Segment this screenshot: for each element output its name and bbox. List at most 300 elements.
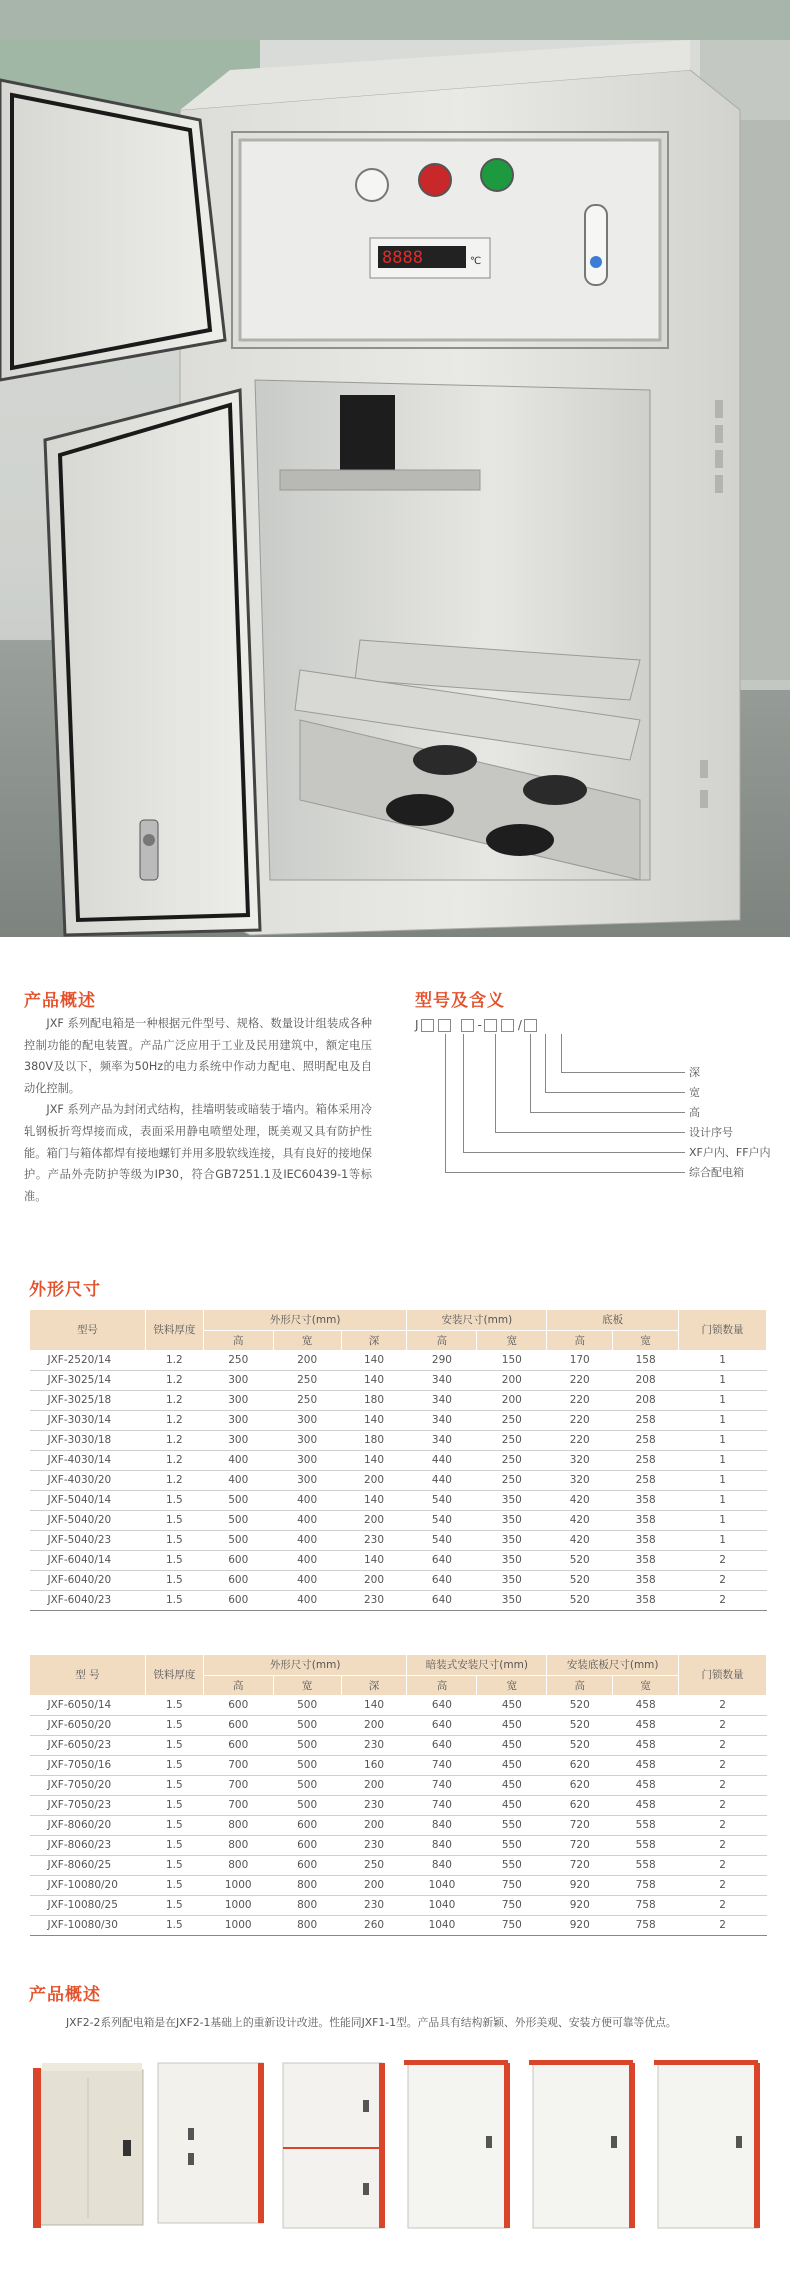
table-cell: 600 [273, 1855, 341, 1875]
table-cell: 640 [407, 1735, 477, 1755]
table-cell: 300 [273, 1450, 341, 1470]
table-cell: 1040 [407, 1875, 477, 1895]
table-cell: 1.5 [145, 1550, 203, 1570]
table-cell: 1.5 [145, 1895, 203, 1915]
table-row [30, 1775, 767, 1795]
table-cell: 358 [613, 1590, 679, 1610]
table-cell: 920 [547, 1895, 613, 1915]
col-locks: 门锁数量 [679, 1655, 767, 1695]
svg-text:8888: 8888 [382, 248, 423, 268]
model-title: 型号及含义 [415, 991, 505, 1011]
table-row [30, 1410, 767, 1430]
col-d: 深 [341, 1675, 407, 1695]
table-cell: 758 [613, 1915, 679, 1935]
table-cell: 358 [613, 1510, 679, 1530]
table-cell: 440 [407, 1450, 477, 1470]
table-cell: 420 [547, 1530, 613, 1550]
table-cell: 400 [203, 1450, 273, 1470]
table-cell: 340 [407, 1390, 477, 1410]
table-row [30, 1755, 767, 1775]
table-cell: 520 [547, 1695, 613, 1715]
table-cell: 750 [477, 1875, 547, 1895]
table-cell: 450 [477, 1775, 547, 1795]
model-cell: JXF-6050/20 [30, 1715, 146, 1735]
table-cell: 350 [477, 1490, 547, 1510]
model-cell: JXF-10080/25 [30, 1895, 146, 1915]
table-cell: 458 [613, 1695, 679, 1715]
table-row [30, 1510, 767, 1530]
col-model: 型 号 [30, 1655, 146, 1695]
table-cell: 208 [613, 1370, 679, 1390]
table-cell: 250 [477, 1470, 547, 1490]
col-h: 高 [547, 1675, 613, 1695]
table-cell: 340 [407, 1370, 477, 1390]
table-cell: 450 [477, 1795, 547, 1815]
col-base: 底板 [547, 1310, 679, 1330]
table-cell: 1 [679, 1370, 767, 1390]
table-cell: 1.2 [145, 1410, 203, 1430]
table-cell: 1.2 [145, 1370, 203, 1390]
table-cell: 640 [407, 1590, 477, 1610]
table-cell: 840 [407, 1815, 477, 1835]
model-cell: JXF-4030/14 [30, 1450, 146, 1470]
table-cell: 800 [273, 1915, 341, 1935]
model-cell: JXF-7050/23 [30, 1795, 146, 1815]
table-cell: 2 [679, 1755, 767, 1775]
table-cell: 1.5 [145, 1875, 203, 1895]
table-cell: 2 [679, 1875, 767, 1895]
leader-line [463, 1152, 685, 1153]
leader-line [445, 1172, 685, 1173]
table-cell: 200 [341, 1470, 407, 1490]
col-thickness: 铁料厚度 [145, 1310, 203, 1350]
table-row [30, 1430, 767, 1450]
table-cell: 800 [203, 1815, 273, 1835]
table-cell: 2 [679, 1815, 767, 1835]
table-cell: 250 [477, 1450, 547, 1470]
table-cell: 290 [407, 1350, 477, 1370]
table-cell: 500 [203, 1530, 273, 1550]
table-cell: 1.5 [145, 1835, 203, 1855]
col-install: 暗装式安装尺寸(mm) [407, 1655, 547, 1675]
table-cell: 250 [477, 1410, 547, 1430]
table-cell: 140 [341, 1550, 407, 1570]
col-w: 宽 [477, 1330, 547, 1350]
table-cell: 600 [203, 1735, 273, 1755]
table-cell: 250 [341, 1855, 407, 1875]
table-cell: 180 [341, 1430, 407, 1450]
table-cell: 250 [477, 1430, 547, 1450]
table-row [30, 1530, 767, 1550]
table-cell: 140 [341, 1350, 407, 1370]
model-cell: JXF-8060/25 [30, 1855, 146, 1875]
table-cell: 350 [477, 1510, 547, 1530]
table-cell: 558 [613, 1815, 679, 1835]
table-row [30, 1390, 767, 1410]
table-cell: 458 [613, 1795, 679, 1815]
table-cell: 1 [679, 1410, 767, 1430]
table-cell: 2 [679, 1695, 767, 1715]
model-cell: JXF-5040/20 [30, 1510, 146, 1530]
table-row [30, 1915, 767, 1935]
table-cell: 220 [547, 1430, 613, 1450]
table-cell: 200 [341, 1570, 407, 1590]
code-box [484, 1019, 497, 1032]
table-cell: 140 [341, 1490, 407, 1510]
table-cell: 420 [547, 1490, 613, 1510]
table-cell: 1.2 [145, 1430, 203, 1450]
leader-line [561, 1072, 685, 1073]
table-cell: 758 [613, 1875, 679, 1895]
col-w: 宽 [613, 1675, 679, 1695]
table-cell: 520 [547, 1570, 613, 1590]
table-cell: 2 [679, 1795, 767, 1815]
table-cell: 1.5 [145, 1755, 203, 1775]
legend-design-number: 设计序号 [689, 1126, 733, 1139]
table-cell: 2 [679, 1735, 767, 1755]
table-cell: 220 [547, 1390, 613, 1410]
table-cell: 140 [341, 1410, 407, 1430]
table-cell: 520 [547, 1715, 613, 1735]
table-cell: 500 [203, 1510, 273, 1530]
model-cell: JXF-6050/14 [30, 1695, 146, 1715]
table-cell: 258 [613, 1450, 679, 1470]
table-cell: 800 [273, 1895, 341, 1915]
table-cell: 260 [341, 1915, 407, 1935]
col-model: 型号 [30, 1310, 146, 1350]
table-cell: 1 [679, 1510, 767, 1530]
model-code-prefix: J [415, 1018, 419, 1032]
table-cell: 740 [407, 1795, 477, 1815]
leader-line [495, 1132, 685, 1133]
legend-indoor-type: XF户内、FF户内 [689, 1146, 771, 1159]
table-cell: 250 [273, 1390, 341, 1410]
col-h: 高 [203, 1675, 273, 1695]
table-row [30, 1450, 767, 1470]
table-row [30, 1795, 767, 1815]
table-cell: 220 [547, 1410, 613, 1430]
table-cell: 200 [341, 1775, 407, 1795]
model-cell: JXF-3030/18 [30, 1430, 146, 1450]
table-cell: 620 [547, 1775, 613, 1795]
model-cell: JXF-4030/20 [30, 1470, 146, 1490]
table-cell: 800 [203, 1835, 273, 1855]
table-cell: 920 [547, 1875, 613, 1895]
table-cell: 300 [273, 1410, 341, 1430]
table-cell: 1.5 [145, 1775, 203, 1795]
table-cell: 600 [203, 1550, 273, 1570]
table-cell: 300 [273, 1470, 341, 1490]
model-cell: JXF-5040/23 [30, 1530, 146, 1550]
table-cell: 2 [679, 1855, 767, 1875]
table-cell: 600 [203, 1695, 273, 1715]
table-cell: 208 [613, 1390, 679, 1410]
table-cell: 1000 [203, 1875, 273, 1895]
dimensions-table-1 [29, 1310, 767, 1611]
table-cell: 840 [407, 1835, 477, 1855]
table-cell: 700 [203, 1755, 273, 1775]
table-cell: 1.5 [145, 1795, 203, 1815]
table-cell: 1.2 [145, 1390, 203, 1410]
col-h: 高 [203, 1330, 273, 1350]
table-cell: 400 [273, 1550, 341, 1570]
table-cell: 1.5 [145, 1590, 203, 1610]
leader-line [545, 1034, 546, 1092]
table-cell: 1.2 [145, 1470, 203, 1490]
table-cell: 200 [341, 1875, 407, 1895]
table-cell: 620 [547, 1795, 613, 1815]
table-cell: 500 [273, 1735, 341, 1755]
code-box [524, 1019, 537, 1032]
col-w: 宽 [273, 1675, 341, 1695]
table-cell: 220 [547, 1370, 613, 1390]
table-cell: 2 [679, 1915, 767, 1935]
model-code [415, 1018, 539, 1032]
code-box [438, 1019, 451, 1032]
table-cell: 758 [613, 1895, 679, 1915]
table-cell: 180 [341, 1390, 407, 1410]
table-cell: 258 [613, 1430, 679, 1450]
table-cell: 1000 [203, 1895, 273, 1915]
table-cell: 450 [477, 1715, 547, 1735]
leader-line [495, 1034, 496, 1132]
table-cell: 1.5 [145, 1695, 203, 1715]
model-cell: JXF-6040/14 [30, 1550, 146, 1570]
table-1-body [30, 1350, 767, 1610]
table-cell: 200 [341, 1815, 407, 1835]
table-cell: 250 [273, 1370, 341, 1390]
table-cell: 230 [341, 1795, 407, 1815]
table-cell: 1.5 [145, 1815, 203, 1835]
table-cell: 230 [341, 1735, 407, 1755]
model-cell: JXF-3025/18 [30, 1390, 146, 1410]
table-cell: 1.5 [145, 1510, 203, 1530]
table-cell: 1.5 [145, 1715, 203, 1735]
table-cell: 400 [273, 1590, 341, 1610]
dimensions-title: 外形尺寸 [29, 1280, 101, 1300]
table-cell: 440 [407, 1470, 477, 1490]
model-cell: JXF-8060/23 [30, 1835, 146, 1855]
table-cell: 350 [477, 1550, 547, 1570]
table-cell: 358 [613, 1550, 679, 1570]
table-cell: 300 [273, 1430, 341, 1450]
table-cell: 250 [203, 1350, 273, 1370]
table-cell: 520 [547, 1550, 613, 1570]
table-cell: 1 [679, 1450, 767, 1470]
table-2-body [30, 1695, 767, 1935]
table-cell: 520 [547, 1590, 613, 1610]
model-cell: JXF-7050/16 [30, 1755, 146, 1775]
table-cell: 840 [407, 1855, 477, 1875]
table-cell: 550 [477, 1855, 547, 1875]
hero-cabinet-photo [0, 0, 790, 937]
legend-depth: 深 [689, 1066, 700, 1079]
table-cell: 420 [547, 1510, 613, 1530]
table-cell: 500 [203, 1490, 273, 1510]
col-w: 宽 [477, 1675, 547, 1695]
table-row [30, 1490, 767, 1510]
table-cell: 450 [477, 1695, 547, 1715]
table-cell: 258 [613, 1410, 679, 1430]
table-row [30, 1835, 767, 1855]
col-w: 宽 [273, 1330, 341, 1350]
table-cell: 558 [613, 1835, 679, 1855]
table-cell: 230 [341, 1590, 407, 1610]
table-cell: 358 [613, 1530, 679, 1550]
table-cell: 750 [477, 1915, 547, 1935]
table-cell: 300 [203, 1370, 273, 1390]
col-h: 高 [407, 1675, 477, 1695]
table-cell: 640 [407, 1550, 477, 1570]
table-cell: 2 [679, 1775, 767, 1795]
table-cell: 358 [613, 1570, 679, 1590]
table-row [30, 1875, 767, 1895]
model-cell: JXF-8060/20 [30, 1815, 146, 1835]
table-cell: 1.5 [145, 1570, 203, 1590]
table-cell: 230 [341, 1895, 407, 1915]
table-cell: 2 [679, 1590, 767, 1610]
table-cell: 1000 [203, 1915, 273, 1935]
table-cell: 1.5 [145, 1530, 203, 1550]
table-cell: 140 [341, 1695, 407, 1715]
cabinet-image-4 [404, 2060, 510, 2228]
overview2-body: JXF2-2系列配电箱是在JXF2-1基础上的重新设计改进。性能同JXF1-1型。产品具有结构新颖、外形美观、安装方便可靠等优点。 [66, 2016, 677, 2029]
display-unit: ℃ [470, 256, 482, 267]
leader-line [463, 1034, 464, 1152]
model-cell: JXF-3025/14 [30, 1370, 146, 1390]
table-cell: 700 [203, 1775, 273, 1795]
table-cell: 920 [547, 1915, 613, 1935]
table-cell: 640 [407, 1695, 477, 1715]
table-cell: 300 [203, 1430, 273, 1450]
table-cell: 1 [679, 1390, 767, 1410]
table-cell: 320 [547, 1470, 613, 1490]
table-cell: 230 [341, 1835, 407, 1855]
cabinet-image-6 [654, 2060, 760, 2228]
table-cell: 1040 [407, 1895, 477, 1915]
table-cell: 2 [679, 1570, 767, 1590]
model-cell: JXF-3030/14 [30, 1410, 146, 1430]
table-cell: 600 [203, 1590, 273, 1610]
table-cell: 340 [407, 1430, 477, 1450]
table-cell: 550 [477, 1815, 547, 1835]
table-cell: 540 [407, 1510, 477, 1530]
table-cell: 600 [273, 1815, 341, 1835]
table-cell: 258 [613, 1470, 679, 1490]
table-cell: 400 [273, 1490, 341, 1510]
table-row [30, 1470, 767, 1490]
overview-title: 产品概述 [24, 991, 96, 1011]
table-cell: 158 [613, 1350, 679, 1370]
table-cell: 500 [273, 1695, 341, 1715]
table-row [30, 1590, 767, 1610]
table-cell: 200 [477, 1370, 547, 1390]
table-row [30, 1570, 767, 1590]
table-cell: 200 [341, 1510, 407, 1530]
table-cell: 1 [679, 1530, 767, 1550]
col-outer: 外形尺寸(mm) [203, 1655, 407, 1675]
table-cell: 620 [547, 1755, 613, 1775]
table-cell: 640 [407, 1570, 477, 1590]
table-cell: 558 [613, 1855, 679, 1875]
cabinet-image-5 [529, 2060, 635, 2228]
table-cell: 520 [547, 1735, 613, 1755]
dimensions-table-2 [29, 1655, 767, 1936]
col-install: 安装尺寸(mm) [407, 1310, 547, 1330]
code-box [501, 1019, 514, 1032]
table-row [30, 1735, 767, 1755]
table-cell: 458 [613, 1735, 679, 1755]
table-cell: 740 [407, 1755, 477, 1775]
table-cell: 720 [547, 1815, 613, 1835]
col-h: 高 [407, 1330, 477, 1350]
table-cell: 800 [273, 1875, 341, 1895]
table-cell: 1.5 [145, 1735, 203, 1755]
legend-distribution-box: 综合配电箱 [689, 1166, 744, 1179]
code-box [421, 1019, 434, 1032]
table-cell: 340 [407, 1410, 477, 1430]
table-row [30, 1370, 767, 1390]
table-cell: 458 [613, 1755, 679, 1775]
table-cell: 358 [613, 1490, 679, 1510]
table-cell: 1 [679, 1470, 767, 1490]
table-cell: 200 [341, 1715, 407, 1735]
table-cell: 160 [341, 1755, 407, 1775]
model-code-dash: - [477, 1018, 482, 1032]
table-cell: 720 [547, 1855, 613, 1875]
table-cell: 300 [203, 1410, 273, 1430]
table-cell: 540 [407, 1490, 477, 1510]
model-cell: JXF-2520/14 [30, 1350, 146, 1370]
table-cell: 1.5 [145, 1855, 203, 1875]
table-row [30, 1895, 767, 1915]
table-cell: 320 [547, 1450, 613, 1470]
table-cell: 600 [203, 1715, 273, 1735]
table-cell: 600 [203, 1570, 273, 1590]
table-cell: 1.5 [145, 1915, 203, 1935]
model-code-slash: / [517, 1018, 522, 1032]
model-cell: JXF-6050/23 [30, 1735, 146, 1755]
leader-line [530, 1112, 685, 1113]
table-cell: 1.2 [145, 1450, 203, 1470]
legend-width: 宽 [689, 1086, 700, 1099]
table-cell: 1 [679, 1490, 767, 1510]
table-cell: 2 [679, 1550, 767, 1570]
table-cell: 600 [273, 1835, 341, 1855]
table-cell: 2 [679, 1895, 767, 1915]
table-cell: 750 [477, 1895, 547, 1915]
overview-body [24, 1013, 372, 1207]
table-row [30, 1550, 767, 1570]
cabinet-image-2 [158, 2063, 264, 2223]
model-cell: JXF-6040/23 [30, 1590, 146, 1610]
col-w: 宽 [613, 1330, 679, 1350]
table-cell: 740 [407, 1775, 477, 1795]
table-cell: 1 [679, 1430, 767, 1450]
table-cell: 800 [203, 1855, 273, 1875]
code-box [461, 1019, 474, 1032]
table-row [30, 1695, 767, 1715]
table-cell: 500 [273, 1715, 341, 1735]
table-cell: 1 [679, 1350, 767, 1370]
col-locks: 门锁数量 [679, 1310, 767, 1350]
col-h: 高 [547, 1330, 613, 1350]
table-cell: 1.2 [145, 1350, 203, 1370]
col-d: 深 [341, 1330, 407, 1350]
table-cell: 458 [613, 1775, 679, 1795]
table-cell: 140 [341, 1370, 407, 1390]
table-row [30, 1815, 767, 1835]
